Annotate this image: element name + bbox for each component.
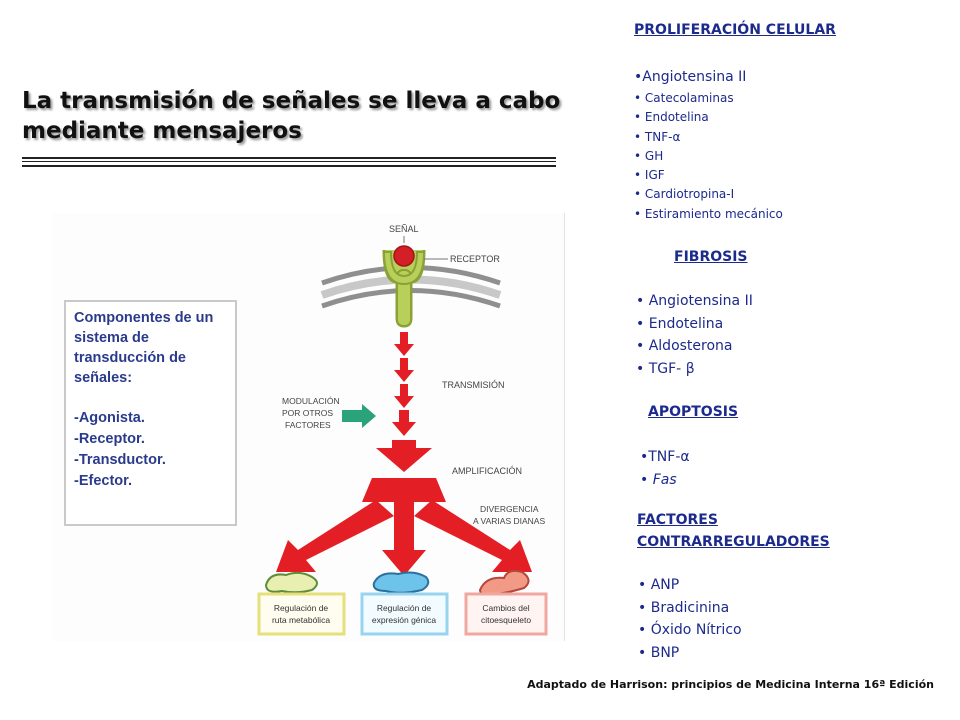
slide-title-line2: mediante mensajeros bbox=[22, 118, 302, 144]
factores-item: • BNP bbox=[638, 644, 680, 661]
apoptosis-item: •TNF-α bbox=[640, 449, 690, 465]
component-receptor: -Receptor. bbox=[74, 431, 145, 447]
heading-apoptosis: APOPTOSIS bbox=[648, 404, 739, 420]
components-heading-line4: señales: bbox=[74, 370, 133, 386]
factores-item: • Óxido Nítrico bbox=[638, 622, 742, 638]
label-signal: SEÑAL bbox=[389, 224, 419, 234]
heading-factores-line2: CONTRARREGULADORES bbox=[637, 534, 830, 550]
components-heading-line2: sistema de bbox=[74, 330, 149, 346]
amplification-arrow bbox=[376, 440, 432, 472]
prolif-item: • Estiramiento mecánico bbox=[634, 206, 783, 221]
target-metabolic-box bbox=[259, 594, 344, 634]
fibrosis-item: • Endotelina bbox=[636, 315, 724, 332]
apoptosis-item: • Fas bbox=[640, 471, 677, 488]
target-cytoskeleton-line1: Cambios del bbox=[482, 603, 530, 613]
effector-cytoskeleton bbox=[480, 571, 529, 595]
transmission-arrow-4 bbox=[392, 410, 416, 436]
modulation-arrow bbox=[342, 404, 376, 428]
factores-list bbox=[638, 574, 742, 664]
heading-factores-line1: FACTORES bbox=[637, 512, 718, 528]
label-modulation-3: FACTORES bbox=[285, 420, 331, 430]
beta-symbol: β bbox=[685, 360, 695, 377]
label-transmission: TRANSMISIÓN bbox=[442, 380, 505, 390]
transmission-arrow-2 bbox=[394, 358, 414, 382]
target-gene-box bbox=[362, 594, 447, 634]
component-effector: -Efector. bbox=[74, 473, 133, 489]
target-metabolic-line2: ruta metabólica bbox=[271, 615, 331, 625]
label-divergence-1: DIVERGENCIA bbox=[480, 504, 539, 514]
component-agonist: -Agonista. bbox=[74, 410, 145, 426]
effector-gene bbox=[374, 573, 429, 593]
heading-proliferacion: PROLIFERACIÓN CELULAR bbox=[634, 22, 836, 38]
effector-metabolic bbox=[266, 573, 317, 592]
alpha-symbol: α bbox=[672, 129, 681, 144]
label-divergence-2: A VARIAS DIANAS bbox=[473, 516, 546, 526]
source-citation: Adaptado de Harrison: principios de Medicina Interna 16ª Edición bbox=[527, 678, 934, 691]
transmission-arrow-1 bbox=[394, 332, 414, 356]
label-modulation-2: POR OTROS bbox=[282, 408, 334, 418]
label-modulation-1: MODULACIÓN bbox=[282, 396, 340, 406]
prolif-item: • GH bbox=[634, 148, 664, 163]
fibrosis-list bbox=[636, 290, 753, 380]
fibrosis-item: • Angiotensina II bbox=[636, 293, 753, 309]
target-metabolic-line1: Regulación de bbox=[273, 603, 329, 613]
components-heading-line1: Componentes de un bbox=[74, 310, 214, 326]
divergence-arrow-left bbox=[276, 500, 394, 572]
prolif-item: • IGF bbox=[634, 168, 665, 183]
prolif-item: • Catecolaminas bbox=[634, 91, 734, 105]
target-cytoskeleton-box bbox=[466, 594, 546, 634]
factores-item: • Bradicinina bbox=[638, 599, 730, 616]
prolif-item: • TNF-α bbox=[634, 129, 681, 144]
prolif-item: • Cardiotropina-I bbox=[634, 187, 735, 202]
fibrosis-item: • TGF- β bbox=[636, 360, 695, 377]
factores-item: • ANP bbox=[638, 577, 680, 593]
signal-molecule bbox=[394, 246, 414, 266]
label-receptor: RECEPTOR bbox=[450, 254, 500, 264]
label-amplification: AMPLIFICACIÓN bbox=[452, 466, 523, 476]
prolif-list bbox=[634, 89, 783, 224]
target-cytoskeleton-line2: citoesqueleto bbox=[480, 615, 532, 625]
target-gene-line1: Regulación de bbox=[376, 603, 432, 613]
alpha-symbol: α bbox=[680, 449, 690, 465]
apoptosis-list bbox=[640, 446, 690, 491]
component-transducer: -Transductor. bbox=[74, 452, 166, 468]
heading-factores bbox=[637, 509, 830, 553]
divergence-arrows bbox=[276, 478, 532, 576]
fibrosis-item: • Aldosterona bbox=[636, 338, 733, 354]
target-gene-line2: expresión génica bbox=[371, 615, 437, 625]
prolif-item: • Endotelina bbox=[634, 110, 709, 125]
heading-fibrosis: FIBROSIS bbox=[674, 249, 748, 265]
prolif-angiotensina: •Angiotensina II bbox=[634, 69, 747, 85]
components-heading-line3: transducción de bbox=[74, 350, 186, 366]
transmission-arrow-3 bbox=[394, 384, 414, 408]
transmission-arrows bbox=[392, 332, 416, 436]
slide-title-line1: La transmisión de señales se lleva a cabo bbox=[22, 88, 561, 114]
